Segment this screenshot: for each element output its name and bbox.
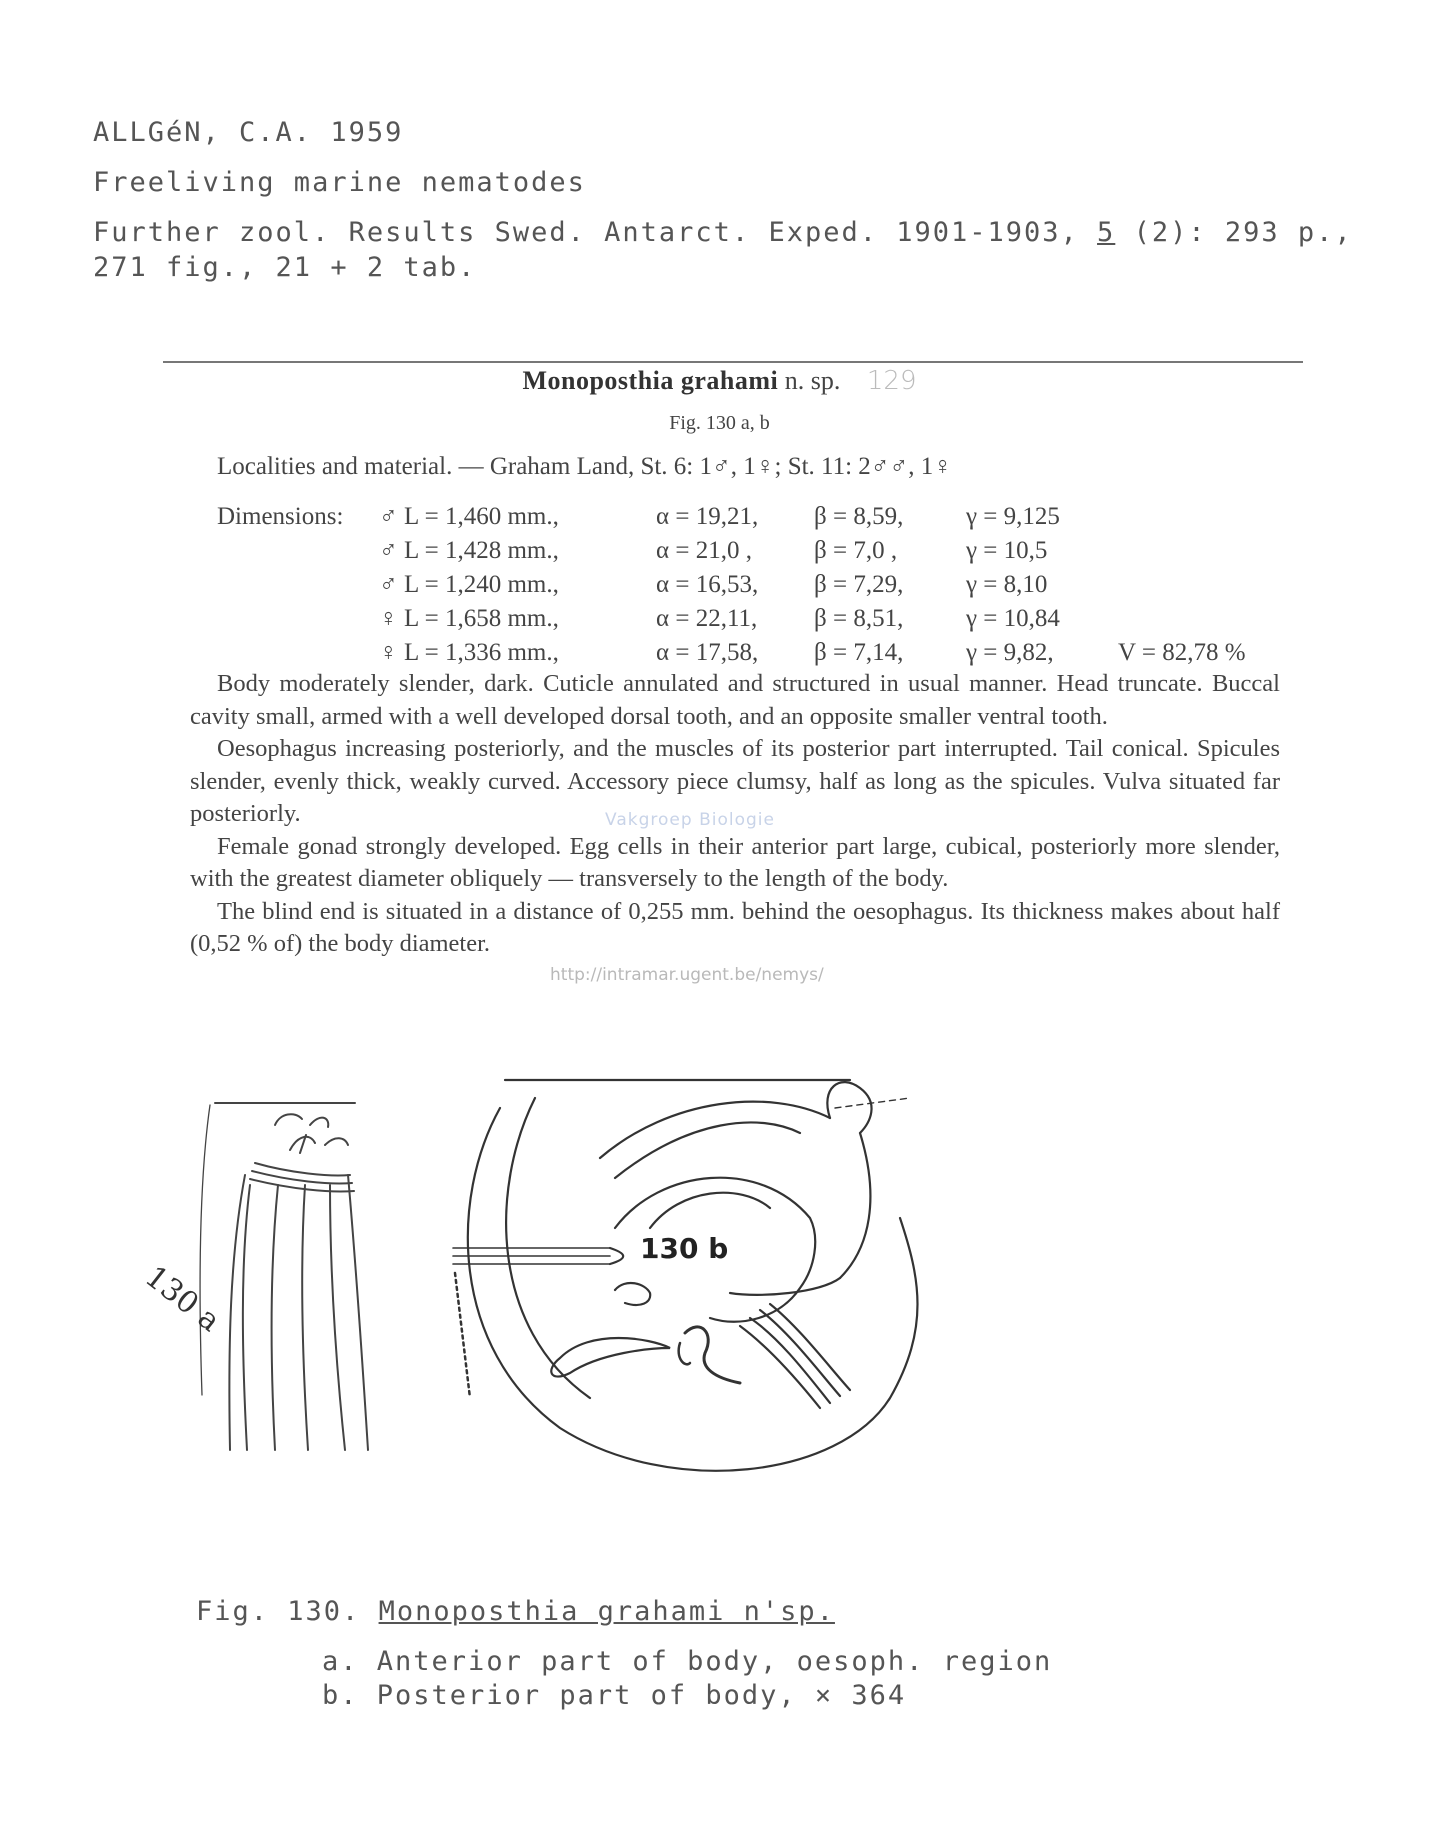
dim-length: ♀ L = 1,336 mm., [379,639,559,666]
figure-label-b: 130 b [640,1232,729,1265]
dim-beta: β = 8,59, [814,503,904,530]
citation-source-suffix: (2): 293 p., [1115,217,1353,248]
dim-gamma: γ = 8,10 [966,571,1048,598]
figure-130a-drawing [130,1095,400,1465]
dim-vulva [1118,503,1246,537]
dim-vulva [1118,605,1246,639]
citation-author-year: ALLGéN, C.A. 1959 [93,117,404,148]
table-row [217,571,1246,605]
dim-length: ♀ L = 1,658 mm., [379,605,559,632]
caption-fig-number: Fig. 130. [196,1596,379,1627]
dim-gamma: γ = 9,82, [966,639,1054,666]
citation-extent: 271 fig., 21 + 2 tab. [93,252,477,283]
dim-beta: β = 7,0 , [814,537,898,564]
description-paragraph: Body moderately slender, dark. Cuticle annulated and structured in usual manner. Head truncate. Buccal cavity small, armed with a well developed dorsal tooth, and an opposite smaller ventral tooth. [190,670,1280,730]
table-row [217,537,1246,571]
dim-gamma: γ = 9,125 [966,503,1060,530]
dim-length: ♂ L = 1,428 mm., [379,537,559,564]
dimensions-label: Dimensions: [217,503,344,530]
localities-material: Localities and material. — Graham Land, St. 6: 1♂, 1♀; St. 11: 2♂♂, 1♀ [217,453,953,480]
figure-reference: Fig. 130 a, b [669,412,770,434]
dim-vulva [1118,571,1246,605]
dim-beta: β = 7,14, [814,639,904,666]
dim-length: ♂ L = 1,460 mm., [379,503,559,530]
dim-gamma: γ = 10,84 [966,605,1060,632]
dim-alpha: α = 16,53, [656,571,759,598]
description-paragraph: Oesophagus increasing posteriorly, and the muscles of its posterior part interrupted. Tail conical. Spicules slender, evenly thick, weakly curved. Accessory piece clumsy, half as long as the spicules. Vulva situated far posteriorly. [190,735,1280,827]
citation-source-prefix: Further zool. Results Swed. Antarct. Exped. 1901-1903, [93,217,1098,248]
species-heading [0,366,1439,396]
citation-volume: 5 [1097,217,1116,248]
section-divider [163,361,1303,363]
description-paragraph: The blind end is situated in a distance of 0,255 mm. behind the oesophagus. Its thickness makes about half (0,52 % of) the body diameter. [190,897,1280,957]
species-name: Monoposthia grahami [522,366,779,395]
sex-symbol: ♂ [379,503,398,530]
sex-symbol: ♀ [379,639,398,666]
dim-beta: β = 7,29, [814,571,904,598]
watermark-text: Vakgroep Biologie [605,810,775,830]
accessory-piece [685,1327,740,1383]
sex-symbol: ♂ [379,571,398,598]
dim-length: ♂ L = 1,240 mm., [379,571,559,598]
dim-vulva: V = 82,78 % [1118,639,1246,666]
dim-alpha: α = 17,58, [656,639,759,666]
caption-key-a: a. [322,1646,377,1677]
citation-title: Freeliving marine nematodes [93,167,586,198]
ventral-papillae [455,1273,470,1398]
species-suffix: n. sp. [784,366,841,395]
dim-alpha: α = 22,11, [656,605,758,632]
egg-cell [551,1338,670,1377]
body-outline [468,1108,918,1471]
dim-beta: β = 8,51, [814,605,904,632]
pencil-annotation: 129 [866,366,917,396]
figure-caption-title [196,1596,835,1627]
description-paragraph: Female gonad strongly developed. Egg cells in their anterior part large, cubical, posteriorly more slender, with the greatest diameter obliquely — transversely to the length of the body. [190,832,1280,892]
dim-vulva [1118,537,1246,571]
dimensions-table [217,503,1246,673]
sex-symbol: ♂ [379,537,398,564]
figure-130b-drawing [440,1078,950,1498]
figure-label-a: 130 a [138,1259,227,1339]
dim-alpha: α = 19,21, [656,503,759,530]
caption-line-a: a. Anterior part of body, oesoph. region [322,1646,1053,1677]
caption-key-b: b. [322,1680,377,1711]
dim-gamma: γ = 10,5 [966,537,1048,564]
watermark-url: http://intramar.ugent.be/nemys/ [550,965,824,985]
spicule-lines [453,1248,610,1264]
dim-alpha: α = 21,0 , [656,537,752,564]
citation-source [93,217,1353,248]
table-row [217,503,1246,537]
sex-symbol: ♀ [379,605,398,632]
caption-species: Monoposthia grahami n'sp. [378,1596,835,1627]
table-row [217,605,1246,639]
caption-line-b: b. Posterior part of body, × 364 [322,1680,907,1711]
